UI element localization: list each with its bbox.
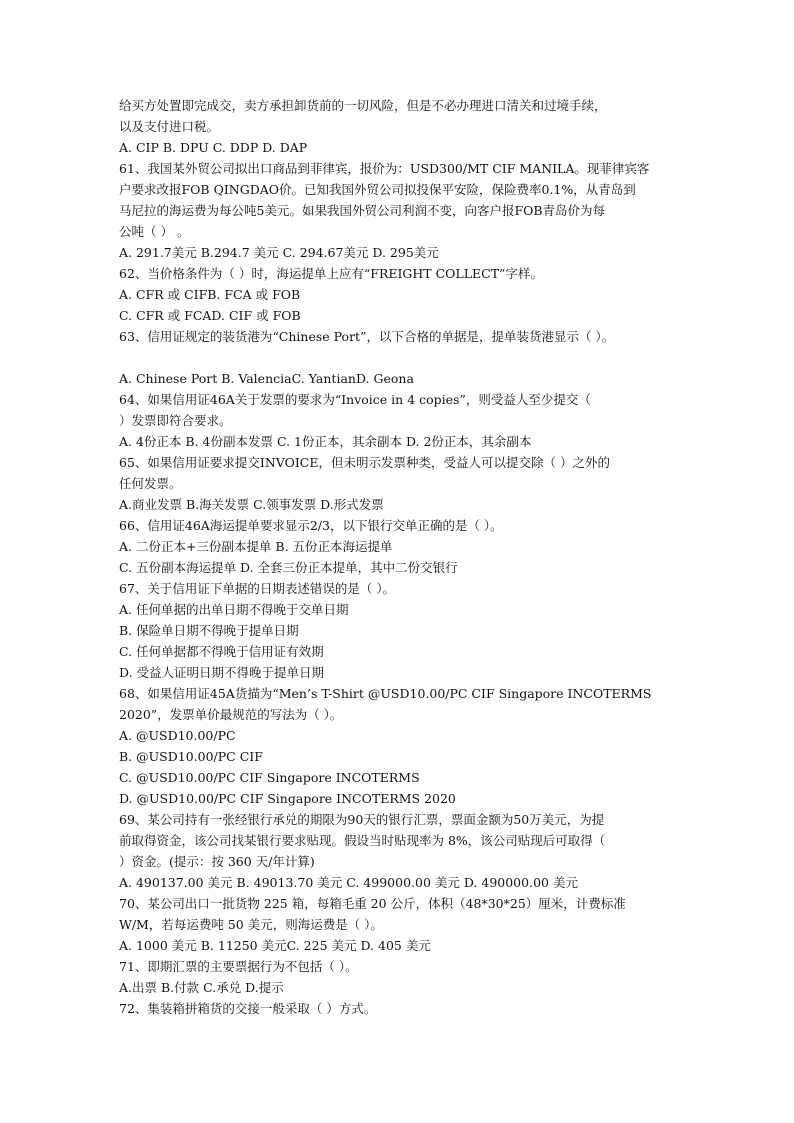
answer-options: A. CIP B. DPU C. DDP D. DAP: [119, 140, 308, 155]
text-line: 以及支付进口税。: [119, 119, 220, 134]
answer-options: A. 二份正本+三份副本提单 B. 五份正本海运提单: [119, 539, 393, 554]
answer-options: A. 4份正本 B. 4份副本发票 C. 1份正本，其余副本 D. 2份正本，其余副本: [119, 434, 532, 449]
question-67: 67、关于信用证下单据的日期表述错误的是（ ）。: [119, 581, 396, 596]
text-line: 公吨（ ） 。: [119, 224, 190, 239]
text-line: 前取得资金，该公司找某银行要求贴现。假设当时贴现率为 8%，该公司贴现后可取得（: [119, 833, 606, 848]
answer-option: C. @USD10.00/PC CIF Singapore INCOTERMS: [119, 770, 420, 785]
text-line: 马尼拉的海运费为每公吨5美元。如果我国外贸公司利润不变，向客户报FOB青岛价为每: [119, 203, 606, 218]
answer-options: A. 291.7美元 B.294.7 美元 C. 294.67美元 D. 295美元: [119, 245, 439, 260]
question-65: 65、如果信用证要求提交INVOICE，但未明示发票种类，受益人可以提交除（ ）之外的: [119, 455, 610, 470]
text-line: ）资金。(提示：按 360 天/年计算): [119, 854, 315, 869]
answer-options: A.出票 B.付款 C.承兑 D.提示: [119, 980, 284, 995]
answer-option: D. 受益人证明日期不得晚于提单日期: [119, 665, 325, 680]
question-68: 68、如果信用证45A货描为“Men’s T-Shirt @USD10.00/PC CIF Singapore INCOTERMS: [119, 686, 652, 701]
answer-options: A. 1000 美元 B. 11250 美元C. 225 美元 D. 405 美元: [119, 938, 431, 953]
answer-options: C. 五份副本海运提单 D. 全套三份正本提单，其中二份交银行: [119, 560, 458, 575]
text-line: 给买方处置即完成交，卖方承担卸货前的一切风险，但是不必办理进口清关和过境手续，: [119, 98, 607, 113]
answer-option: C. 任何单据都不得晚于信用证有效期: [119, 644, 324, 659]
question-62: 62、当价格条件为（ ）时，海运提单上应有“FREIGHT COLLECT”字样。: [119, 266, 543, 281]
answer-options: A. Chinese Port B. ValenciaC. YantianD. Geona: [119, 371, 414, 386]
question-61: 61、我国某外贸公司拟出口商品到菲律宾，报价为：USD300/MT CIF MANILA。现菲律宾客: [119, 161, 650, 176]
question-63: 63、信用证规定的装货港为“Chinese Port”，以下合格的单据是，提单装货港显示（ ）。: [119, 329, 615, 344]
answer-option: D. @USD10.00/PC CIF Singapore INCOTERMS 2020: [119, 791, 456, 806]
question-69: 69、某公司持有一张经银行承兑的期限为90天的银行汇票，票面金额为50万美元，为提: [119, 812, 605, 827]
question-64: 64、如果信用证46A关于发票的要求为“Invoice in 4 copies”，则受益人至少提交（: [119, 392, 591, 407]
answer-option: A. @USD10.00/PC: [119, 728, 236, 743]
answer-option: B. @USD10.00/PC CIF: [119, 749, 263, 764]
document-page: [119, 95, 681, 1019]
question-72: 72、集装箱拼箱货的交接一般采取（ ）方式。: [119, 1001, 377, 1016]
answer-option: B. 保险单日期不得晚于提单日期: [119, 623, 299, 638]
blank-line: [119, 347, 681, 368]
answer-option: A. 任何单据的出单日期不得晚于交单日期: [119, 602, 349, 617]
text-line: W/M，若每运费吨 50 美元，则海运费是（ ）。: [119, 917, 383, 932]
question-71: 71、即期汇票的主要票据行为不包括（ ）。: [119, 959, 358, 974]
text-line: ）发票即符合要求。: [119, 413, 232, 428]
text-line: 户要求改报FOB QINGDAO价。已知我国外贸公司拟投保平安险，保险费率0.1%，从青岛到: [119, 182, 636, 197]
text-line: 任何发票。: [119, 476, 182, 491]
answer-options: C. CFR 或 FCAD. CIF 或 FOB: [119, 308, 301, 323]
answer-options: A.商业发票 B.海关发票 C.领事发票 D.形式发票: [119, 497, 384, 512]
question-66: 66、信用证46A海运提单要求显示2/3，以下银行交单正确的是（ ）。: [119, 518, 503, 533]
question-70: 70、某公司出口一批货物 225 箱，每箱毛重 20 公斤，体积（48*30*25）厘米，计费标准: [119, 896, 626, 911]
answer-options: A. CFR 或 CIFB. FCA 或 FOB: [119, 287, 301, 302]
text-line: 2020”，发票单价最规范的写法为（ ）。: [119, 707, 343, 722]
answer-options: A. 490137.00 美元 B. 49013.70 美元 C. 499000.00 美元 D. 490000.00 美元: [119, 875, 578, 890]
